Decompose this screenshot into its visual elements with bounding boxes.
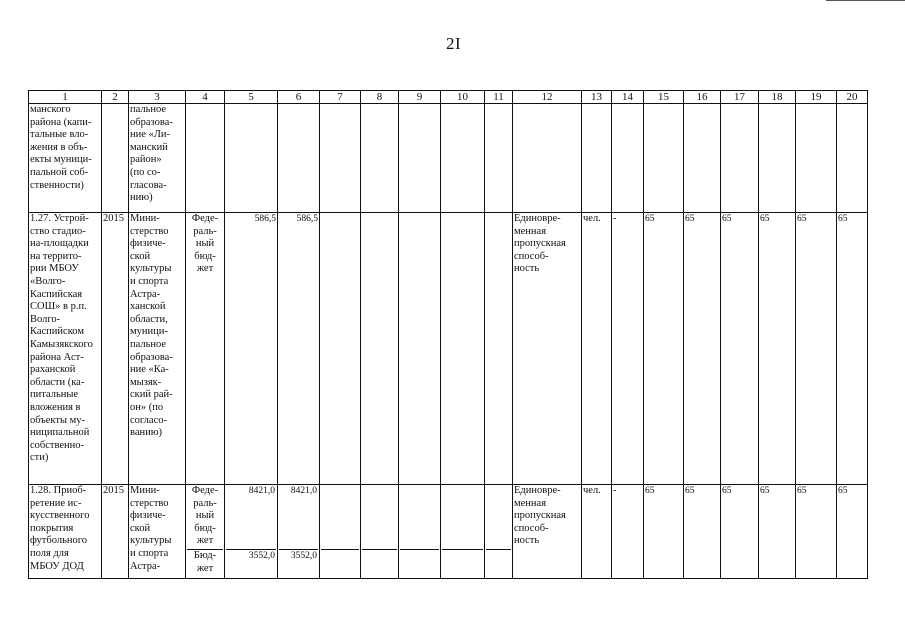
cell-text-line: ханской — [130, 301, 166, 313]
cell-unit: чел. — [582, 213, 612, 485]
cell-col-16: 65 — [684, 213, 721, 485]
cell-executor — [129, 213, 186, 485]
cell-text-line: области (ка- — [30, 376, 85, 388]
page-number: 2I — [446, 34, 462, 53]
cell-text-line: способ- — [514, 250, 549, 262]
cell-total: 586,5 — [225, 213, 278, 485]
cell-text-line: Бюд- — [193, 550, 217, 561]
cell-total-budget: 3552,0 — [248, 551, 275, 561]
col-header-3: 3 — [129, 91, 186, 104]
cell-text-line: манский — [130, 141, 168, 153]
cell-text-line: ность — [514, 263, 540, 275]
cell-text-line: жет — [196, 535, 214, 547]
cell-text-line: ственности) — [30, 179, 84, 191]
cell-text-line: район» — [130, 154, 162, 166]
cell-col-18: 65 — [759, 213, 796, 485]
cell-text-line: покрытия — [30, 522, 74, 534]
cell-text-line: района (капи- — [30, 116, 92, 128]
cell-col-10 — [441, 104, 485, 213]
cell-text-line: жет — [196, 263, 214, 275]
cell-base — [612, 104, 644, 213]
cell-text-line: ство стадио- — [30, 225, 86, 237]
cell-total — [225, 485, 278, 579]
col-header-16: 16 — [684, 91, 721, 104]
cell-text-line: Феде- — [191, 485, 219, 496]
cell-total — [225, 104, 278, 213]
cell-col-8 — [361, 485, 399, 579]
cell-source-budget — [187, 550, 223, 575]
cell-text-line: ние «Ли- — [130, 129, 171, 141]
cell-text-line: ский рай- — [130, 389, 173, 401]
cell-year — [102, 213, 129, 485]
cell-year-amount-federal: 8421,0 — [279, 485, 318, 550]
cell-col-15 — [644, 104, 684, 213]
cell-executor — [129, 485, 186, 579]
cell-text-line: стерство — [130, 225, 169, 237]
cell-text-line: ской — [130, 522, 151, 534]
cell-text-line: он» (по — [130, 401, 164, 413]
cell-text-line: ный — [195, 238, 215, 250]
col-header-1: 1 — [29, 91, 102, 104]
cell-name — [29, 213, 102, 485]
cell-executor — [129, 104, 186, 213]
cell-source-federal — [187, 485, 223, 550]
cell-col-19: 65 — [796, 213, 837, 485]
cell-text-line: Мини- — [130, 213, 160, 224]
col-header-13: 13 — [582, 91, 612, 104]
col-header-12: 12 — [513, 91, 582, 104]
cell-name — [29, 485, 102, 579]
cell-base: - — [612, 213, 644, 485]
cell-text-line: района Аст- — [30, 351, 84, 363]
column-number-row — [29, 91, 868, 104]
cell-text-line: раль- — [193, 225, 217, 237]
cell-text-line: физиче- — [130, 238, 166, 250]
col-header-6: 6 — [278, 91, 320, 104]
cell-text-line: Единовре- — [514, 485, 561, 496]
cell-text-line: на террито- — [30, 250, 82, 262]
cell-unit: чел. — [582, 485, 612, 579]
cell-text-line: образова- — [130, 116, 173, 128]
cell-col-17 — [721, 104, 759, 213]
top-rule — [826, 0, 905, 1]
cell-text-line: МБОУ ДОД — [30, 560, 84, 572]
cell-year-amount: 586,5 — [278, 213, 320, 485]
cell-text-line: Волго- — [30, 313, 61, 325]
cell-text-line: рии МБОУ — [30, 263, 79, 275]
cell-text-line: Астра- — [130, 288, 161, 300]
cell-total-federal: 8421,0 — [226, 485, 276, 550]
cell-year-amount — [278, 485, 320, 579]
cell-col-17: 65 — [721, 485, 759, 579]
cell-text-line: бюд- — [194, 522, 216, 534]
cell-text-line: и спорта — [130, 275, 169, 287]
cell-col-18: 65 — [759, 485, 796, 579]
cell-text-line: вложения в — [30, 401, 81, 413]
cell-year-amount-budget: 3552,0 — [290, 551, 317, 561]
cell-text-line: поля для — [30, 547, 69, 559]
cell-col-11 — [485, 213, 513, 485]
cell-text-line: жет — [196, 562, 214, 574]
cell-indicator — [513, 213, 582, 485]
col-header-11: 11 — [485, 91, 513, 104]
cell-col-8 — [361, 104, 399, 213]
cell-text-line: пропускная — [514, 510, 566, 522]
cell-col-9 — [399, 104, 441, 213]
cell-year — [102, 485, 129, 579]
cell-col-16: 65 — [684, 485, 721, 579]
cell-text-line: ный — [195, 510, 215, 522]
col-header-18: 18 — [759, 91, 796, 104]
cell-year — [102, 104, 129, 213]
cell-text-line: менная — [514, 497, 547, 509]
cell-text-line: мызяк- — [130, 376, 162, 388]
cell-source — [186, 104, 225, 213]
cell-text-line: и спорта — [130, 547, 169, 559]
cell-col-7 — [320, 213, 361, 485]
cell-text-line: бюд- — [194, 250, 216, 262]
cell-col-20 — [837, 104, 868, 213]
cell-text-line: футбольного — [30, 535, 88, 547]
cell-text-line: (по со- — [130, 166, 161, 178]
cell-text-line: культуры — [130, 263, 172, 275]
col-header-5: 5 — [225, 91, 278, 104]
col-header-7: 7 — [320, 91, 361, 104]
cell-col-20: 65 — [837, 213, 868, 485]
cell-col-11 — [485, 104, 513, 213]
cell-text-line: согласо- — [130, 414, 167, 426]
cell-text-line: ванию) — [130, 427, 163, 439]
cell-col-18 — [759, 104, 796, 213]
budget-table — [28, 90, 868, 579]
cell-text-line: муници- — [130, 326, 168, 338]
cell-indicator — [513, 485, 582, 579]
cell-text-line: кусственного — [30, 510, 90, 522]
cell-text-line: ние «Ка- — [130, 364, 169, 376]
cell-text-line: сти) — [30, 452, 49, 464]
cell-year-amount — [278, 104, 320, 213]
col-header-10: 10 — [441, 91, 485, 104]
cell-col-15: 65 — [644, 485, 684, 579]
cell-col-10 — [441, 213, 485, 485]
cell-name — [29, 104, 102, 213]
cell-col-7 — [320, 104, 361, 213]
cell-text-line: Каспийском — [30, 326, 84, 338]
cell-text-line: образова- — [130, 351, 173, 363]
cell-text-line: манского — [30, 104, 71, 115]
cell-text-line: Каспийская — [30, 288, 83, 300]
cell-text-line: способ- — [514, 522, 549, 534]
cell-text-line: 2015 — [103, 213, 124, 224]
table-row — [29, 104, 868, 213]
col-header-8: 8 — [361, 91, 399, 104]
cell-source — [186, 213, 225, 485]
cell-text-line: нию) — [130, 192, 153, 204]
cell-text-line: физиче- — [130, 510, 166, 522]
cell-col-16 — [684, 104, 721, 213]
col-header-15: 15 — [644, 91, 684, 104]
cell-text-line: собственно- — [30, 439, 85, 451]
cell-text-line: ность — [514, 535, 540, 547]
cell-indicator — [513, 104, 582, 213]
cell-col-9 — [399, 213, 441, 485]
cell-text-line: пальное — [130, 104, 167, 115]
cell-text-line: екты муници- — [30, 154, 92, 166]
table-row — [29, 213, 868, 485]
cell-text-line: Астра- — [130, 560, 161, 572]
cell-text-line: 2015 — [103, 485, 124, 496]
cell-base: - — [612, 485, 644, 579]
cell-text-line: пропускная — [514, 238, 566, 250]
cell-col-19 — [796, 104, 837, 213]
cell-col-19: 65 — [796, 485, 837, 579]
cell-text-line: раханской — [30, 364, 76, 376]
cell-text-line: Единовре- — [514, 213, 561, 224]
cell-text-line: тальные вло- — [30, 129, 89, 141]
col-header-20: 20 — [837, 91, 868, 104]
cell-text-line: гласова- — [130, 179, 167, 191]
cell-text-line: области, — [130, 313, 168, 325]
cell-text-line: объекты му- — [30, 414, 86, 426]
table-row — [29, 485, 868, 579]
cell-text-line: стерство — [130, 497, 169, 509]
col-header-17: 17 — [721, 91, 759, 104]
cell-col-7 — [320, 485, 361, 579]
cell-text-line: пальной соб- — [30, 166, 89, 178]
cell-text-line: СОШ» в р.п. — [30, 301, 87, 313]
cell-text-line: питальные — [30, 389, 79, 401]
cell-text-line: 1.28. Приоб- — [30, 485, 87, 496]
cell-text-line: культуры — [130, 535, 172, 547]
cell-col-20: 65 — [837, 485, 868, 579]
cell-unit — [582, 104, 612, 213]
col-header-14: 14 — [612, 91, 644, 104]
cell-source — [186, 485, 225, 579]
cell-col-8 — [361, 213, 399, 485]
cell-col-10 — [441, 485, 485, 579]
cell-text-line: ниципальной — [30, 427, 90, 439]
cell-text-line: ретение ис- — [30, 497, 82, 509]
cell-col-11 — [485, 485, 513, 579]
col-header-2: 2 — [102, 91, 129, 104]
cell-text-line: раль- — [193, 497, 217, 509]
cell-text-line: Камызякского — [30, 338, 93, 350]
cell-col-9 — [399, 485, 441, 579]
cell-text-line: на-площадки — [30, 238, 89, 250]
cell-text-line: «Волго- — [30, 275, 66, 287]
col-header-19: 19 — [796, 91, 837, 104]
col-header-9: 9 — [399, 91, 441, 104]
cell-text-line: 1.27. Устрой- — [30, 213, 89, 224]
cell-text-line: Мини- — [130, 485, 160, 496]
cell-text-line: менная — [514, 225, 547, 237]
cell-text-line: жения в объ- — [30, 141, 88, 153]
cell-text-line: пальное — [130, 338, 167, 350]
cell-col-17: 65 — [721, 213, 759, 485]
cell-text-line: ской — [130, 250, 151, 262]
cell-col-15: 65 — [644, 213, 684, 485]
cell-text-line: Феде- — [191, 213, 219, 224]
col-header-4: 4 — [186, 91, 225, 104]
